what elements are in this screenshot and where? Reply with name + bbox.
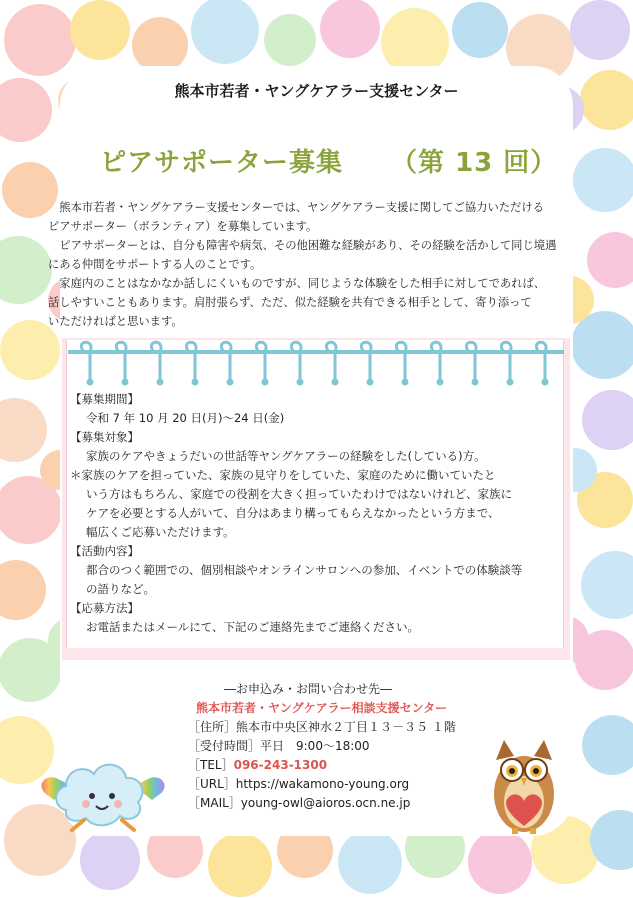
watercolor-dot [264,14,316,66]
notepad-ring [151,342,161,378]
intro-line: 話しやすいこともあります。肩肘張らず、ただ、似た経験を共有できる相手として、寄り添って [48,296,532,309]
watercolor-dot [80,830,140,890]
page-headline [100,142,557,179]
watercolor-dot [338,830,402,894]
contact-address: ［住所］熊本市中央区神水２丁目１３－３５ １階 [188,720,456,734]
tel-number[interactable]: 096-243-1300 [233,758,328,772]
details-section [70,390,560,637]
headline-text: ピアサポーター募集 [100,148,344,178]
contact-hours: ［受付時間］平日 9:00～18:00 [188,739,370,753]
notepad-hole [297,379,304,386]
notepad-ring [221,342,231,378]
notepad-ring [361,342,371,378]
watercolor-dot [581,551,633,619]
watercolor-dot [70,0,130,60]
notepad-hole [87,379,94,386]
intro-text [48,198,593,331]
watercolor-dot [191,0,259,64]
note-line: ＊家族のケアを担っていた、家族の見守りをしていた、家庭のために働いていたと [70,468,496,482]
watercolor-dot [0,560,46,620]
activity-line: 都合のつく範囲での、個別相談やオンラインサロンへの参加、イベントでの体験談等 [86,563,523,577]
contact-tel [188,756,480,775]
notepad-ring [291,342,301,378]
notepad-ring [536,342,546,378]
target-heading: 【募集対象】 [70,430,139,444]
contact-section [180,680,480,813]
contact-mail[interactable]: ［MAIL］young-owl@aioros.ocn.ne.jp [188,796,411,810]
period-heading: 【募集期間】 [70,392,139,406]
note-line: いう方はもちろん、家庭での役割を大きく担っていたわけではないけれど、家族に [86,487,513,501]
headline-round: （第 13 回） [391,148,558,178]
notepad-ring [326,342,336,378]
org-title: 熊本市若者・ヤングケアラー支援センター [174,82,459,100]
watercolor-dot [320,0,380,58]
intro-line: 熊本市若者・ヤングケアラー支援センターでは、ヤングケアラー支援に関してご協力いただける [48,201,544,214]
notepad-rings [62,338,570,398]
notepad-hole [122,379,129,386]
notepad-hole [192,379,199,386]
period-value: 令和 7 年 10 月 20 日(月)～24 日(金) [86,411,285,425]
apply-heading: 【応募方法】 [70,601,139,615]
watercolor-dot [0,398,47,462]
watercolor-dot [587,232,633,288]
contact-org: 熊本市若者・ヤングケアラー相談支援センター [196,701,448,715]
notepad-card [62,338,570,660]
watercolor-dot [582,715,633,775]
watercolor-dot [452,2,508,58]
notepad-hole [437,379,444,386]
notepad-hole [507,379,514,386]
notepad-hole [157,379,164,386]
activity-line: の語りなど。 [86,582,155,596]
notepad-hole [367,379,374,386]
notepad-hole [262,379,269,386]
owl-illustration [488,736,560,836]
rainbow-cloud-illustration [36,750,170,836]
notepad-ring [81,342,91,378]
notepad-hole [332,379,339,386]
watercolor-dot [208,833,272,897]
contact-url[interactable]: ［URL］https://wakamono-young.org [188,777,410,791]
contact-header: ―お申込み・お問い合わせ先― [223,682,392,696]
activity-heading: 【活動内容】 [70,544,139,558]
tel-label: ［TEL］ [188,758,234,772]
intro-line: ピアサポーター（ボランティア）を募集しています。 [48,220,318,233]
watercolor-dot [132,17,188,73]
notepad-hole [542,379,549,386]
notepad-ring [466,342,476,378]
watercolor-dot [468,830,532,894]
intro-line: いただければと思います。 [48,315,183,328]
notepad-hole [402,379,409,386]
notepad-ring [431,342,441,378]
notepad-ring [501,342,511,378]
notepad-hole [227,379,234,386]
notepad-hole [472,379,479,386]
notepad-ring [186,342,196,378]
target-value: 家族のケアやきょうだいの世話等ヤングケアラーの経験をした(している)方。 [86,449,486,463]
watercolor-dot [570,0,630,60]
note-line: 幅広くご応募いただけます。 [86,525,235,539]
intro-line: ピアサポーターとは、自分も障害や病気、その他困難な経験があり、その経験を活かして同じ境遇 [48,239,557,252]
notepad-ring [116,342,126,378]
watercolor-dot [0,236,52,304]
notepad-ring [396,342,406,378]
watercolor-dot [4,4,76,76]
intro-line: にある仲間をサポートする人のことです。 [48,258,262,271]
watercolor-dot [582,390,633,450]
note-line: ケアを必要とする人がいて、自分はあまり構ってもらえなかったという方まで、 [86,506,500,520]
notepad-ring [256,342,266,378]
intro-line: 家庭内のことはなかなか話しにくいものですが、同じような体験をした相手に対してであれば、 [48,277,546,290]
apply-value: お電話またはメールにて、下記のご連絡先までご連絡ください。 [86,620,420,634]
watercolor-dot [381,8,449,76]
